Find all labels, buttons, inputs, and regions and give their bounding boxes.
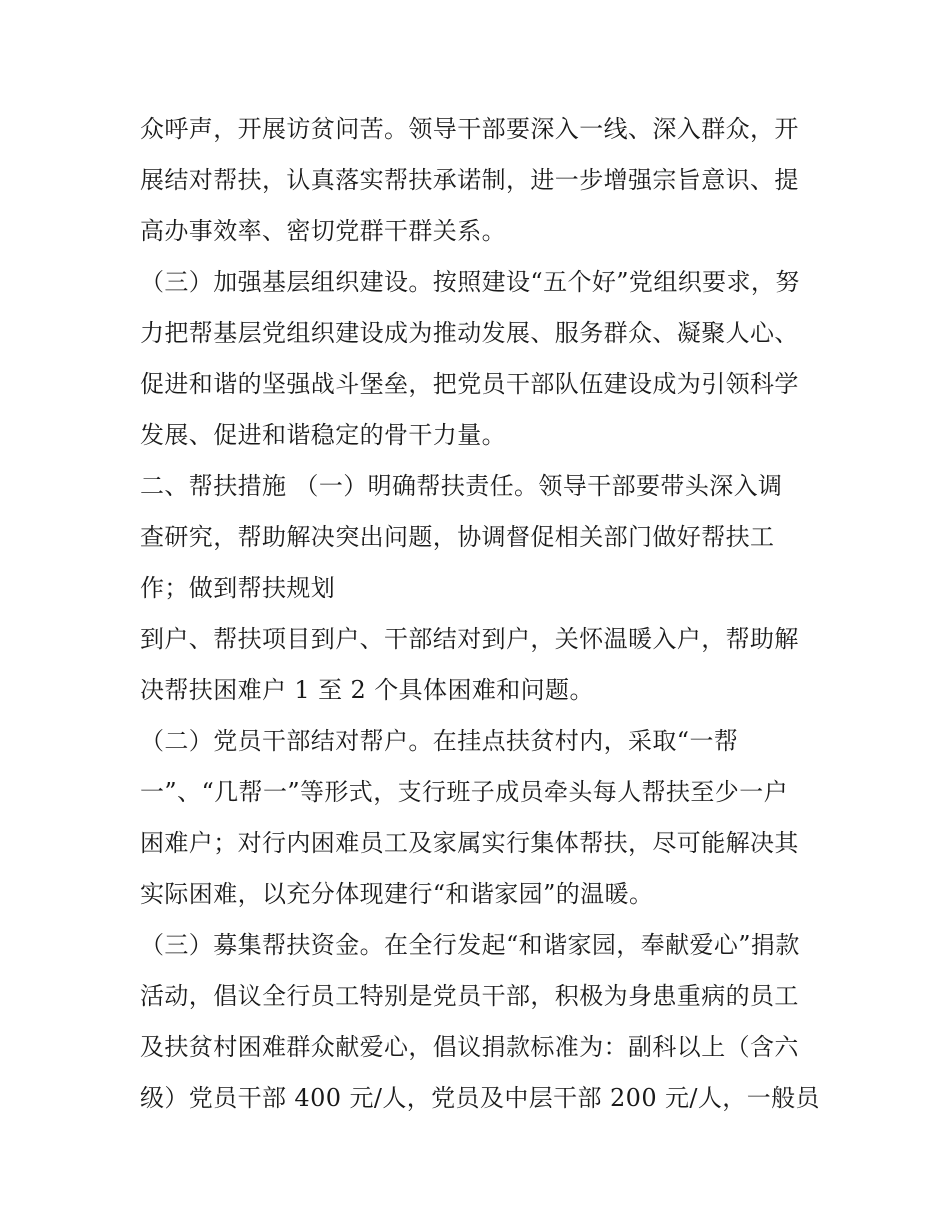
document-body xyxy=(140,104,820,1124)
text-line: （三）加强基层组织建设。按照建设“五个好”党组织要求，努 xyxy=(140,268,800,296)
text-line: 高办事效率、密切党群干群关系。 xyxy=(140,217,506,245)
text-line: 到户、帮扶项目到户、干部结对到户，关怀温暖入户，帮助解 xyxy=(140,625,799,653)
text-line: 力把帮基层党组织建设成为推动发展、服务群众、凝聚人心、 xyxy=(140,319,799,347)
text-line: 众呼声，开展访贫问苦。领导干部要深入一线、深入群众，开 xyxy=(140,115,799,143)
text-line: 查研究，帮助解决突出问题，协调督促相关部门做好帮扶工 xyxy=(140,523,775,551)
text-line: 活动，倡议全行员工特别是党员干部，积极为身患重病的员工 xyxy=(140,982,799,1010)
text-line: 级）党员干部 400 元/人，党员及中层干部 200 元/人，一般员 xyxy=(140,1084,820,1112)
text-line: 促进和谐的坚强战斗堡垒，把党员干部队伍建设成为引领科学 xyxy=(140,370,799,398)
text-line: 二、帮扶措施 （一）明确帮扶责任。领导干部要带头深入调 xyxy=(140,472,783,500)
text-line: 困难户；对行内困难员工及家属实行集体帮扶，尽可能解决其 xyxy=(140,829,799,857)
text-line: 决帮扶困难户 1 至 2 个具体困难和问题。 xyxy=(140,676,594,704)
text-line: （二）党员干部结对帮户。在挂点扶贫村内，采取“一帮 xyxy=(140,727,739,755)
text-line: 展结对帮扶，认真落实帮扶承诺制，进一步增强宗旨意识、提 xyxy=(140,166,799,194)
text-line: 一”、“几帮一”等形式，支行班子成员牵头每人帮扶至少一户 xyxy=(140,778,789,806)
text-line: 发展、促进和谐稳定的骨干力量。 xyxy=(140,421,506,449)
text-line: 及扶贫村困难群众献爱心，倡议捐款标准为：副科以上（含六 xyxy=(140,1033,799,1061)
text-line: 作；做到帮扶规划 xyxy=(140,574,336,602)
text-line: 实际困难，以充分体现建行“和谐家园”的温暖。 xyxy=(140,880,654,908)
text-line: （三）募集帮扶资金。在全行发起“和谐家园，奉献爱心”捐款 xyxy=(140,931,800,959)
